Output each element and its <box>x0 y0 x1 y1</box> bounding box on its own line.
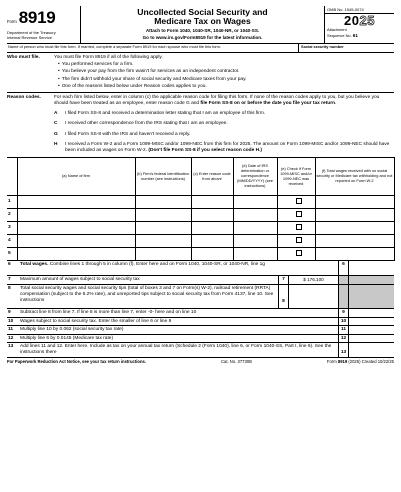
firm-name-cell[interactable] <box>17 209 135 222</box>
line-text: Subtract line 8 from line 7. If line 8 is more than line 7, enter -0- here and on line 10 <box>20 310 197 316</box>
table-row <box>7 248 394 261</box>
reason-code-text: I filed Form SS-8 with the IRS and haven't received a reply. <box>65 131 191 137</box>
line-text: Maximum amount of wages subject to social security tax <box>20 277 140 283</box>
line-box-number: 9 <box>338 309 348 317</box>
reason-code-text: I received a Form W-2 and a Form 1099-MISC and/or 1099-NEC from this firm for 2025. The amount on Form 1099-MISC and/or 1099-NEC should have been included as wages on Form W-2. <box>65 142 390 154</box>
line-number: 7 <box>8 277 11 283</box>
line-number: 9 <box>8 310 11 316</box>
row-number: 1 <box>7 196 17 209</box>
1099-checkbox[interactable] <box>296 237 302 243</box>
1099-check-cell <box>277 222 315 235</box>
omb-year-block <box>324 6 394 43</box>
1099-checkbox[interactable] <box>296 250 302 256</box>
col-irs-date: (d) Date of IRS determination or correspondence (MM/DD/YYYY) (see instructions) <box>233 158 277 196</box>
who-must-file-section <box>7 53 394 93</box>
line-6 <box>7 261 394 276</box>
federal-id-cell[interactable] <box>135 209 191 222</box>
irs-date-cell[interactable] <box>233 248 277 261</box>
line-text: Total social security wages and social security tips (total of boxes 3 and 7 on Form(s) W-2), railroad retirement (RRTA) compensation (subject to the 6.2% rate), and unreported tips subject to social security tax from Form 4137, line 10. See instructions <box>20 286 274 304</box>
form-label: Form <box>7 19 17 24</box>
line-8 <box>7 285 394 309</box>
1099-check-cell <box>277 196 315 209</box>
line-text: Add lines 11 and 12. Enter here. Include as tax on your annual tax return (Schedule 2 (Form 1040), line 6, or Form 1040-SS, Part I, line 6). See the instructions there <box>20 344 332 356</box>
line-12-amount[interactable] <box>348 335 394 343</box>
who-bullet-4: • One of the reasons listed below under Reason codes applies to you. <box>54 84 394 90</box>
total-wages-cell[interactable] <box>315 196 394 209</box>
reason-code-cell[interactable] <box>191 196 233 209</box>
who-bullet-1: • You performed services for a firm. <box>54 62 394 68</box>
line-6-amount[interactable] <box>348 261 394 275</box>
line-box-number: 8 <box>278 285 288 308</box>
department-name: Department of the Treasury <box>7 30 56 36</box>
1099-checkbox[interactable] <box>296 224 302 230</box>
paperwork-notice: For Paperwork Reduction Act Notice, see your tax return instructions. <box>7 359 146 365</box>
line-11 <box>7 326 394 335</box>
footer-form-number: 8919 <box>337 359 348 365</box>
reason-codes-intro: For each firm listed below, enter in column (c) the applicable reason code for filing this form. If none of the reason codes apply to you, but you believe you should have been treated as an employee, enter reason code G and <box>54 94 380 106</box>
reason-code-letter: A <box>54 111 58 117</box>
col-firm-name: (a) Name of firm <box>17 158 135 196</box>
row-number: 3 <box>7 222 17 235</box>
line-9-amount[interactable] <box>348 309 394 317</box>
irs-date-cell[interactable] <box>233 235 277 248</box>
total-wages-cell[interactable] <box>315 248 394 261</box>
name-ssn-row <box>7 44 394 53</box>
reason-code-letter: H <box>54 142 58 148</box>
footer-form-label: Form <box>326 359 337 365</box>
total-wages-cell[interactable] <box>315 222 394 235</box>
line-box-number: 7 <box>278 276 288 284</box>
reason-code-letter: G <box>54 131 58 137</box>
who-must-file-heading: Who must file. <box>7 55 40 60</box>
table-row <box>7 209 394 222</box>
irs-date-cell[interactable] <box>233 196 277 209</box>
reason-code-cell[interactable] <box>191 235 233 248</box>
table-row <box>7 196 394 209</box>
1099-check-cell <box>277 235 315 248</box>
tax-year-suffix: 25 <box>359 13 375 28</box>
sequence-number <box>325 33 394 39</box>
line-6-bold-label: Total wages. <box>20 262 49 268</box>
line-12 <box>7 335 394 344</box>
who-must-file-intro: You must file Form 8919 if all of the following apply. <box>54 55 163 60</box>
line-box-number: 10 <box>338 318 348 326</box>
reason-code-cell[interactable] <box>191 222 233 235</box>
line-number: 11 <box>8 327 14 333</box>
irs-date-cell[interactable] <box>233 222 277 235</box>
col-total-wages: (f) Total wages received with no social security or Medicare tax withholding and not reported on Form W-2 <box>315 158 394 196</box>
reason-codes-heading: Reason codes. <box>7 94 41 100</box>
line-10-amount[interactable] <box>348 318 394 326</box>
line-box-number: 13 <box>338 343 348 357</box>
reason-code-cell[interactable] <box>191 209 233 222</box>
line-8-amount[interactable] <box>288 285 338 308</box>
irs-name: Internal Revenue Service <box>7 35 52 41</box>
computation-lines <box>7 261 394 358</box>
federal-id-cell[interactable] <box>135 222 191 235</box>
total-wages-cell[interactable] <box>315 209 394 222</box>
line-number: 8 <box>8 286 11 292</box>
line-number: 12 <box>8 335 14 341</box>
line-11-amount[interactable] <box>348 326 394 334</box>
tax-year <box>325 14 394 28</box>
footer-form-revision: (2025) Created 10/22/25 <box>348 359 394 365</box>
line-10 <box>7 318 394 327</box>
line-text: Multiply line 6 by 0.0145 (Medicare tax rate) <box>20 335 114 341</box>
reason-code-letter: C <box>54 121 58 127</box>
row-number: 2 <box>7 209 17 222</box>
reason-codes-section: Reason codes. For each firm listed below, enter in column (c) the applicable reason code for filing this form. If none of the reason codes apply to you, but you believe you should have been treated as an employee, enter reason code G and file Form SS-8 on or before the date you file your tax return. <box>7 94 380 106</box>
line-9 <box>7 309 394 318</box>
firm-table <box>7 157 395 261</box>
name-field[interactable]: Name of person who must file this form. If married, complete a separate Form 8919 for each spouse who must file this form. <box>8 43 221 49</box>
line-box-number: 12 <box>338 335 348 343</box>
row-number: 4 <box>7 235 17 248</box>
row-number: 5 <box>7 248 17 261</box>
sequence-label: Sequence No. <box>327 33 352 39</box>
firm-table-header <box>7 158 394 196</box>
reason-code-a <box>54 111 394 117</box>
form-title-block <box>81 6 324 43</box>
table-row <box>7 222 394 235</box>
attach-instruction: Attach to Form 1040, 1040-SR, 1040-NR, or 1040-SS. <box>145 27 260 33</box>
reason-code-text: I filed Form SS-8 and received a determination letter stating that I am an employee of this firm. <box>65 111 266 117</box>
reason-code-text: I received other correspondence from the IRS stating that I am an employee. <box>65 121 228 127</box>
line-number: 13 <box>8 344 14 350</box>
form-id-block <box>7 6 81 43</box>
line-13 <box>7 343 394 358</box>
line-box-number: 11 <box>338 326 348 334</box>
attachment-label: Attachment <box>327 27 347 33</box>
firm-name-cell[interactable] <box>17 196 135 209</box>
col-federal-id: (b) Firm's federal identification number (see instructions) <box>135 158 191 196</box>
who-bullet-3: • The firm didn't withhold your share of social security and Medicare taxes from your pay. <box>54 77 394 83</box>
firm-name-cell[interactable] <box>17 222 135 235</box>
form-footer <box>7 359 394 364</box>
line-text: Combine lines 1 through 5 in column (f). Enter here and on Form 1040, 1040-SR, or 1040-NR, line 1g <box>49 262 265 268</box>
reason-code-g <box>54 132 394 138</box>
federal-id-cell[interactable] <box>135 235 191 248</box>
who-bullet-2: • You believe your pay from the firm wasn't for services as an independent contractor. <box>54 69 394 75</box>
line-7-amount: $ 176,100 <box>288 276 338 284</box>
line-text: Wages subject to social security tax. Enter the smaller of line 6 or line 9 <box>20 318 172 324</box>
goto-instruction: Go to www.irs.gov/Form8919 for the latest information. <box>142 34 263 40</box>
reason-code-h <box>54 142 394 154</box>
irs-date-cell[interactable] <box>233 209 277 222</box>
reason-code-h-note: (Don't file Form SS-8 if you select reason code H.) <box>148 148 263 154</box>
form-title-line2: Medicare Tax on Wages <box>154 16 251 27</box>
reason-code-cell[interactable] <box>191 248 233 261</box>
reason-code-list <box>54 111 394 154</box>
1099-check-cell <box>277 209 315 222</box>
federal-id-cell[interactable] <box>135 196 191 209</box>
form-number: 8919 <box>18 8 56 27</box>
line-text: Multiply line 10 by 0.062 (social security tax rate) <box>20 327 124 333</box>
federal-id-cell[interactable] <box>135 248 191 261</box>
firm-name-cell[interactable] <box>17 235 135 248</box>
1099-checkbox[interactable] <box>296 211 302 217</box>
line-13-amount[interactable] <box>348 343 394 357</box>
1099-checkbox[interactable] <box>296 198 302 204</box>
catalog-number: Cat. No. 37730B <box>220 359 252 365</box>
line-number: 6 <box>8 262 11 268</box>
total-wages-cell[interactable] <box>315 235 394 248</box>
col-reason-code: (c) Enter reason code from above <box>191 158 233 196</box>
form-title-line1: Uncollected Social Security and <box>137 7 268 17</box>
1099-check-cell <box>277 248 315 261</box>
line-number: 10 <box>8 318 14 324</box>
firm-name-cell[interactable] <box>17 248 135 261</box>
omb-number: OMB No. 1545-0074 <box>325 6 394 14</box>
line-7 <box>7 276 394 285</box>
tax-year-prefix: 20 <box>344 13 360 28</box>
reason-codes-intro-bold: file Form SS-8 on or before the date you file your tax return <box>200 100 336 106</box>
reason-code-c <box>54 121 394 127</box>
form-header <box>7 6 394 44</box>
ssn-field[interactable]: Social security number <box>298 44 394 52</box>
sequence-value: 61 <box>352 33 358 39</box>
table-row <box>7 235 394 248</box>
line-box-number: 6 <box>338 261 348 275</box>
col-1099-check: (e) Check if Form 1099-MISC and/or 1099-NEC was received <box>277 158 315 196</box>
